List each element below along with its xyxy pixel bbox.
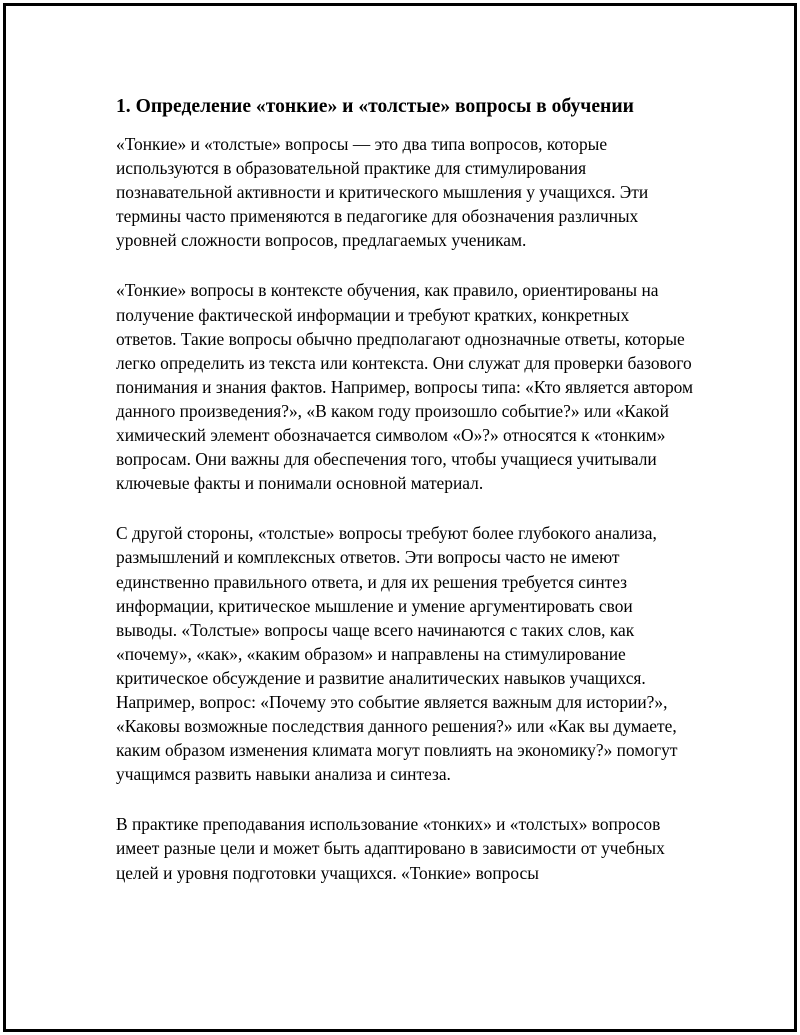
section-heading: 1. Определение «тонкие» и «толстые» вопросы в обучении bbox=[116, 96, 634, 117]
paragraph-intro: «Тонкие» и «толстые» вопросы — это два типа вопросов, которые используются в образовательной практике для стимулирования познавательной активности и критического мышления у учащихся. Эти термины часто применяются в педагогике для обозначения различных уровней сложности вопросов, предлагаемых ученикам. bbox=[116, 134, 649, 251]
paragraph-teaching-practice: В практике преподавания использование «тонких» и «толстых» вопросов имеет разные цели и может быть адаптировано в зависимости от учебных целей и уровня подготовки учащихся. «Тонкие» вопросы bbox=[116, 814, 665, 883]
document-body bbox=[116, 93, 694, 911]
paragraph-thin-questions: «Тонкие» вопросы в контексте обучения, как правило, ориентированы на получение фактической информации и требуют кратких, конкретных ответов. Такие вопросы обычно предполагают однозначные ответы, которые легко определить из текста или контекста. Они служат для проверки базового понимания и знания фактов. Например, вопросы типа: «Кто является автором данного произведения?», «В каком году произошло событие?» или «Какой химический элемент обозначается символом «О»?» относятся к «тонким» вопросам. Они важны для обеспечения того, чтобы учащиеся учитывали ключевые факты и понимали основной материал. bbox=[116, 280, 694, 494]
paragraph-thick-questions: С другой стороны, «толстые» вопросы требуют более глубокого анализа, размышлений и комплексных ответов. Эти вопросы часто не имеют единственно правильного ответа, и для их решения требуется синтез информации, критическое мышление и умение аргументировать свои выводы. «Толстые» вопросы чаще всего начинаются с таких слов, как «почему», «как», «каким образом» и направлены на стимулирование критическое обсуждение и развитие аналитических навыков учащихся. Например, вопрос: «Почему это событие является важным для истории?», «Каковы возможные последствия данного решения?» или «Как вы думаете, каким образом изменения климата могут повлиять на экономику?» помогут учащимся развить навыки анализа и синтеза. bbox=[116, 523, 678, 785]
